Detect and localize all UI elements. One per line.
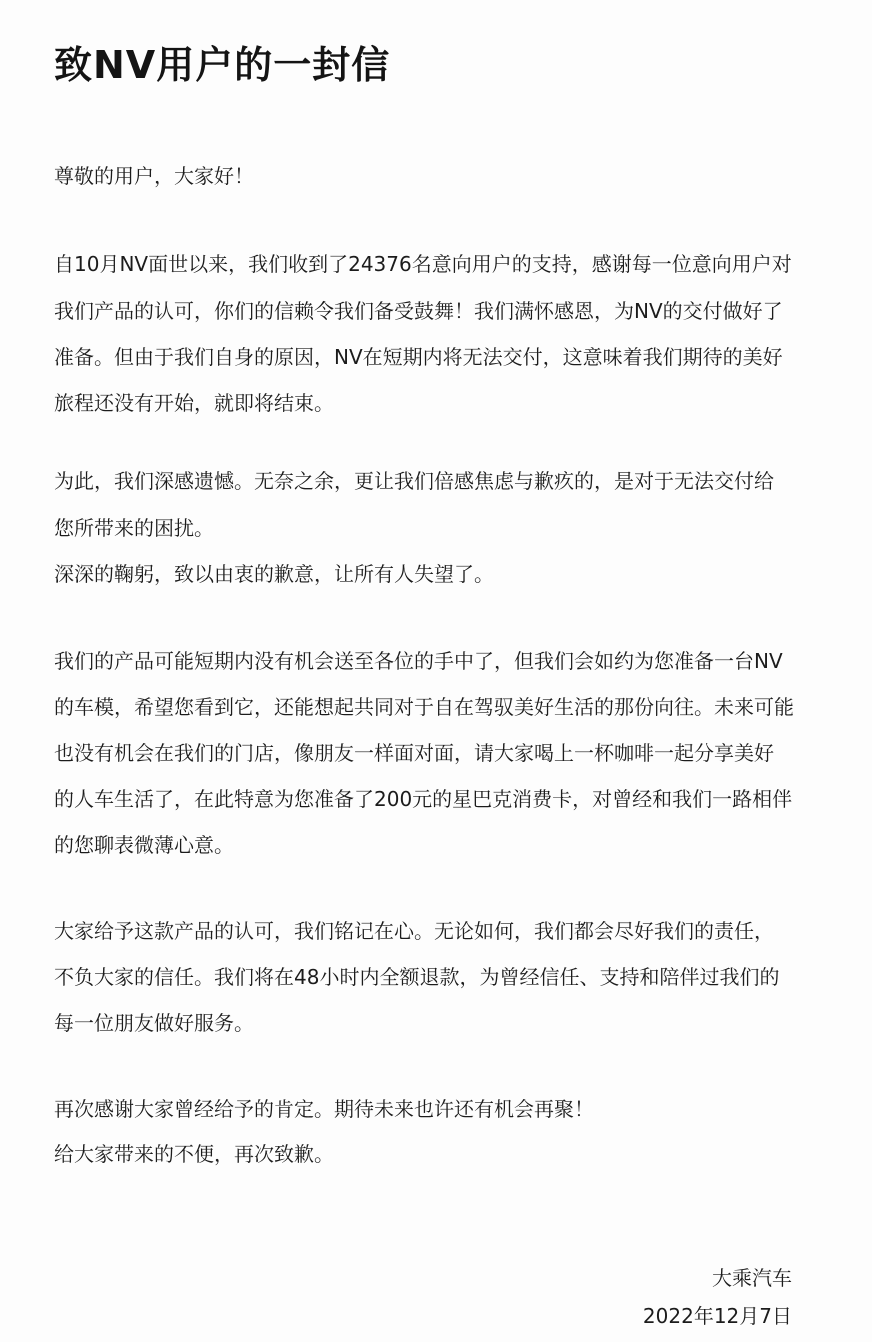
- paragraph-line: 给大家带来的不便，再次致歉。: [54, 1142, 334, 1166]
- paragraph-line: 您所带来的困扰。: [54, 516, 214, 540]
- paragraph-line: 为此，我们深感遗憾。无奈之余，更让我们倍感焦虑与歉疚的，是对于无法交付给: [54, 469, 774, 493]
- paragraph-line: 旅程还没有开始，就即将结束。: [54, 391, 334, 415]
- paragraph-line: 不负大家的信任。我们将在48小时内全额退款，为曾经信任、支持和陪伴过我们的: [54, 965, 780, 989]
- paragraph-line: 我们产品的认可，你们的信赖令我们备受鼓舞！我们满怀感恩，为NV的交付做好了: [54, 299, 783, 323]
- paragraph-line: 的车模，希望您看到它，还能想起共同对于自在驾驭美好生活的那份向往。未来可能: [54, 695, 794, 719]
- paragraph-line: 大家给予这款产品的认可，我们铭记在心。无论如何，我们都会尽好我们的责任，: [54, 919, 774, 943]
- paragraph-line: 每一位朋友做好服务。: [54, 1011, 254, 1035]
- paragraph-line: 的您聊表微薄心意。: [54, 833, 234, 857]
- paragraph-line: 的人车生活了，在此特意为您准备了200元的星巴克消费卡，对曾经和我们一路相伴: [54, 787, 793, 811]
- paragraph-line: 再次感谢大家曾经给予的肯定。期待未来也许还有机会再聚！: [54, 1097, 594, 1121]
- paragraph-line: 深深的鞠躬，致以由衷的歉意，让所有人失望了。: [54, 562, 494, 586]
- letter-greeting: 尊敬的用户，大家好！: [54, 164, 254, 188]
- letter-title: 致NV用户的一封信: [54, 43, 391, 87]
- signature-date: 2022年12月7日: [642, 1304, 792, 1328]
- paragraph-line: 也没有机会在我们的门店，像朋友一样面对面，请大家喝上一杯咖啡一起分享美好: [54, 741, 774, 765]
- paragraph-line: 我们的产品可能短期内没有机会送至各位的手中了，但我们会如约为您准备一台NV: [54, 649, 783, 673]
- signature-company: 大乘汽车: [712, 1266, 792, 1290]
- paragraph-line: 准备。但由于我们自身的原因，NV在短期内将无法交付，这意味着我们期待的美好: [54, 345, 783, 369]
- paragraph-line: 自10月NV面世以来，我们收到了24376名意向用户的支持，感谢每一位意向用户对: [54, 252, 792, 276]
